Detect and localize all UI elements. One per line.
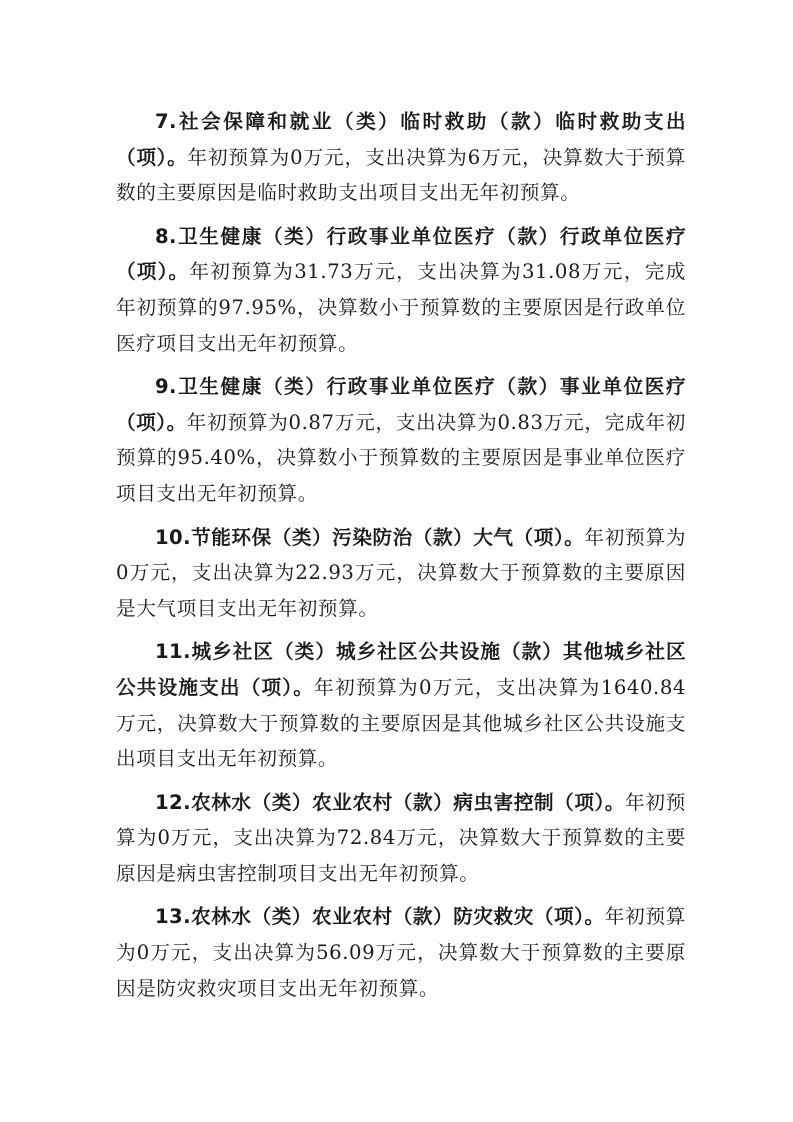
paragraph-item-10 bbox=[116, 520, 686, 627]
paragraph-heading: 13.农林水（类）农业农村（款）防灾救灾（项）。 bbox=[155, 905, 605, 929]
paragraph-body: 年初预算为0万元，支出决算为22.93万元，决算数大于预算数的主要原因是大气项目支出无年初预算。 bbox=[116, 525, 687, 620]
paragraph-item-8 bbox=[116, 219, 686, 361]
paragraph-item-11 bbox=[116, 634, 686, 776]
document-page bbox=[116, 104, 686, 1014]
paragraph-item-13 bbox=[116, 899, 686, 1006]
paragraph-heading: 10.节能环保（类）污染防治（款）大气（项）。 bbox=[155, 525, 585, 549]
paragraph-item-12 bbox=[116, 785, 686, 892]
paragraph-item-7 bbox=[116, 104, 686, 211]
paragraph-body: 年初预算为0.87万元，支出决算为0.83万元，完成年初预算的95.40%，决算数小于预算数的主要原因是事业单位医疗项目支出无年初预算。 bbox=[116, 410, 686, 505]
paragraph-body: 年初预算为0万元，支出决算为72.84万元，决算数大于预算数的主要原因是病虫害控制项目支出无年初预算。 bbox=[116, 790, 686, 885]
paragraph-item-9 bbox=[116, 369, 686, 511]
paragraph-heading: 9.卫生健康（类）行政事业单位医疗（款）事业单位医疗（项）。 bbox=[116, 375, 686, 434]
paragraph-body: 年初预算为0万元，支出决算为1640.84万元，决算数大于预算数的主要原因是其他城乡社区公共设施支出项目支出无年初预算。 bbox=[116, 675, 686, 771]
paragraph-heading: 11.城乡社区（类）城乡社区公共设施（款）其他城乡社区公共设施支出（项）。 bbox=[116, 640, 686, 699]
paragraph-heading: 7.社会保障和就业（类）临时救助（款）临时救助支出（项）。 bbox=[116, 110, 686, 169]
paragraph-body: 年初预算为31.73万元，支出决算为31.08万元，完成年初预算的97.95%，决算数小于预算数的主要原因是行政单位医疗项目支出无年初预算。 bbox=[116, 260, 686, 355]
paragraph-body: 年初预算为0万元，支出决算为56.09万元，决算数大于预算数的主要原因是防灾救灾项目支出无年初预算。 bbox=[116, 905, 687, 1000]
paragraph-heading: 12.农林水（类）农业农村（款）病虫害控制（项）。 bbox=[155, 790, 626, 814]
paragraph-body: 年初预算为0万元，支出决算为6万元，决算数大于预算数的主要原因是临时救助支出项目支出无年初预算。 bbox=[116, 145, 686, 205]
paragraph-heading: 8.卫生健康（类）行政事业单位医疗（款）行政单位医疗（项）。 bbox=[116, 224, 686, 284]
